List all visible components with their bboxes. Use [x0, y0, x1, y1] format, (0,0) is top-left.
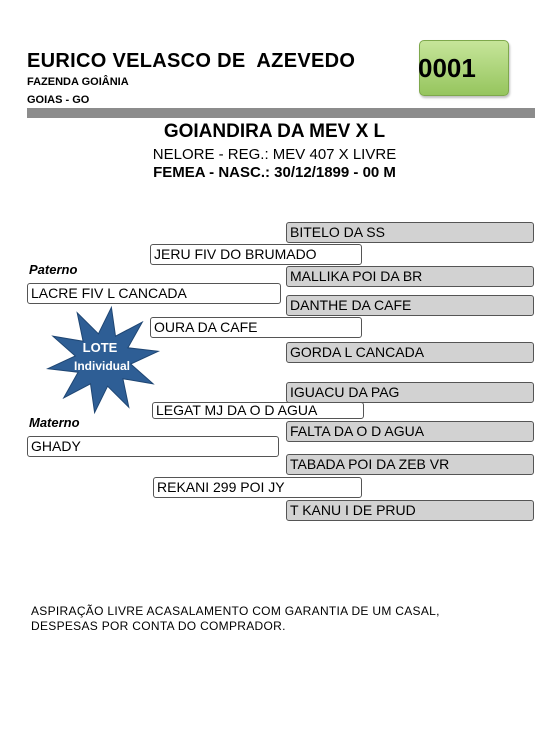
animal-name: GOIANDIRA DA MEV X L: [163, 121, 386, 142]
paternal-granddam: OURA DA CAFE: [150, 317, 362, 338]
maternal-label: Materno: [29, 415, 80, 430]
farm-name: FAZENDA GOIÂNIA: [27, 76, 129, 88]
terms-note-line-1: ASPIRAÇÃO LIVRE ACASALAMENTO COM GARANTIA DE UM CASAL,: [31, 604, 440, 618]
animal-sex-birth: FEMEA - NASC.: 30/12/1899 - 00 M: [153, 164, 396, 181]
badge-line-2: Individual: [73, 359, 131, 373]
maternal-granddam: REKANI 299 POI JY: [153, 477, 362, 498]
animal-breed-registration: NELORE - REG.: MEV 407 X LIVRE: [152, 146, 397, 163]
great-grandparent-1: BITELO DA SS: [286, 222, 534, 243]
great-grandparent-2: MALLIKA POI DA BR: [286, 266, 534, 287]
paternal-label: Paterno: [29, 262, 78, 277]
owner-name: EURICO VELASCO DE AZEVEDO: [27, 50, 356, 72]
sire: LACRE FIV L CANCADA: [27, 283, 281, 304]
great-grandparent-5: IGUACU DA PAG: [286, 382, 534, 403]
great-grandparent-3: DANTHE DA CAFE: [286, 295, 534, 316]
paternal-grandsire: JERU FIV DO BRUMADO: [150, 244, 362, 265]
star-burst-icon: [43, 305, 173, 415]
great-grandparent-4: GORDA L CANCADA: [286, 342, 534, 363]
dam: GHADY: [27, 436, 279, 457]
great-grandparent-7: TABADA POI DA ZEB VR: [286, 454, 534, 475]
lot-type-badge: [43, 305, 173, 420]
maternal-grandsire: LEGAT MJ DA O D AGUA: [152, 402, 364, 419]
badge-line-1: LOTE: [82, 340, 118, 355]
terms-note-line-2: DESPESAS POR CONTA DO COMPRADOR.: [31, 619, 286, 633]
header-divider: [27, 108, 535, 118]
terms-note: [31, 604, 440, 634]
lot-number-badge: 0001: [419, 40, 509, 96]
great-grandparent-6: FALTA DA O D AGUA: [286, 421, 534, 442]
city-state: GOIAS - GO: [27, 94, 90, 106]
great-grandparent-8: T KANU I DE PRUD: [286, 500, 534, 521]
